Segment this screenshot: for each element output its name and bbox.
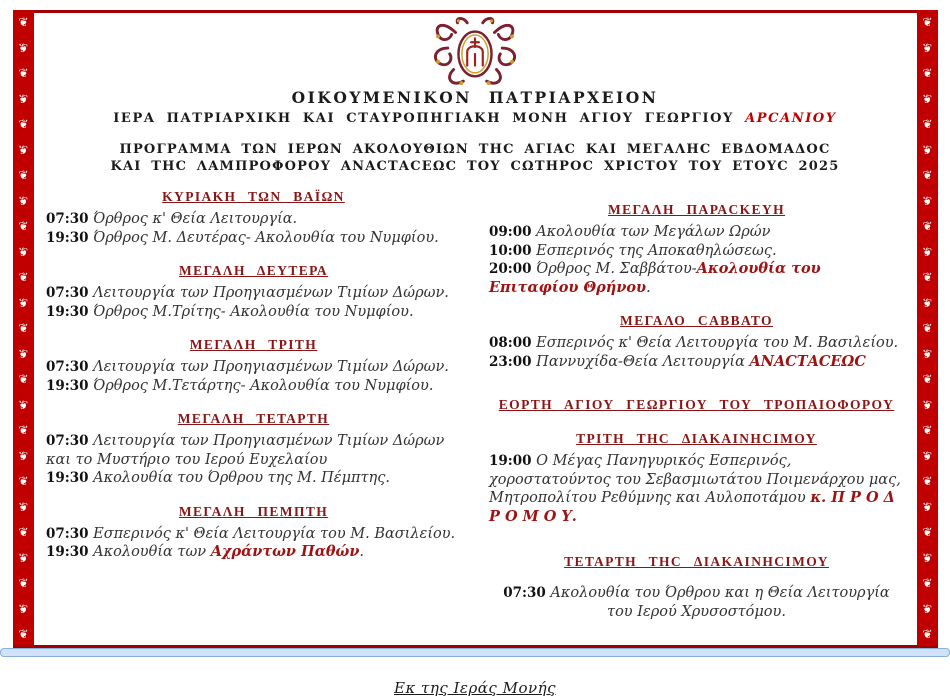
entry-time: 19:30 <box>46 303 89 320</box>
section-heading: ΤΡΙΤΗ ΤΗC ΔΙΑΚΑΙΝΗCΙΜΟΥ <box>576 431 817 446</box>
entry-suffix: . <box>359 544 365 560</box>
section-palm-sunday <box>46 189 461 247</box>
section-heading: ΜΕΓΑΛΗ ΤΕΤΑΡΤΗ <box>177 411 330 426</box>
entry-time: 07:30 <box>46 211 89 227</box>
entry-text: Εσπερινός κ' Θεία Λειτουργία του Μ. Βασιλείου. <box>531 335 899 351</box>
schedule-entry <box>46 432 461 469</box>
entry-time: 07:30 <box>46 285 89 301</box>
entry-time: 10:00 <box>489 242 532 259</box>
entry-time: 09:00 <box>489 224 532 240</box>
entry-text: Λειτουργία των Προηγιασμένων Τιμίων Δώρων. <box>88 359 449 375</box>
entry-text: Όρθρος Μ. Σαββάτου- <box>531 261 697 277</box>
section-heading: ΚΥΡΙΑΚΗ ΤΩΝ ΒΑΪΩΝ <box>162 189 345 204</box>
schedule-entry <box>46 284 461 303</box>
entry-time: 19:30 <box>46 229 89 246</box>
entry-text: Εσπερινός κ' Θεία Λειτουργία του Μ. Βασιλείου. <box>88 525 456 542</box>
page-title: ΟΙΚΟΥΜΕΝΙΚΟΝ ΠΑΤΡΙΑΡΧΕΙΟΝ <box>291 88 659 107</box>
entry-text: Όρθρος Μ.Τετάρτης- Ακολουθία του Νυμφίου. <box>88 377 434 394</box>
entry-text: Ακολουθία των Μεγάλων Ωρών <box>531 224 771 240</box>
program-document <box>46 13 904 697</box>
section-bright-tuesday <box>489 431 904 526</box>
schedule-entry <box>489 260 904 297</box>
entry-text: Ο Μέγας Πανηγυρικός Εσπερινός, χοροστατούντος του Σεβασμιωτάτου Ποιμενάρχου μας, Μητροπολίτου Ρεθύμνης και Αυλοποτάμου <box>489 453 901 506</box>
section-holy-wednesday <box>46 411 461 488</box>
schedule-entry <box>489 353 904 372</box>
monastery-title-red: ΑΡCΑΝΙΟΥ <box>745 111 837 126</box>
schedule-entry <box>46 229 461 248</box>
entry-time: 19:00 <box>489 453 532 469</box>
entry-text: Όρθρος Μ.Τρίτης- Ακολουθία του Νυμφίου. <box>88 303 414 320</box>
entry-suffix: . <box>646 279 651 296</box>
schedule-column-left <box>46 189 461 637</box>
right-border-ornament: ❦ ❦ ❦ ❦ ❦ ❦ ❦ ❦ ❦ ❦ ❦ ❦ ❦ ❦ ❦ ❦ ❦ ❦ ❦ ❦ ❦ ❦ ❦ ❦ ❦ <box>917 10 938 646</box>
schedule-entry <box>46 525 461 544</box>
section-heading: ΜΕΓΑΛΗ ΠΑΡΑCΚΕΥΗ <box>607 202 786 217</box>
section-heading: ΜΕΓΑΛΟ CΑΒΒΑΤΟ <box>620 313 773 328</box>
entry-text: Λειτουργία των Προηγιασμένων Τιμίων Δώρων και το Μυστήριο του Ιερού Ευχελαίου <box>46 433 445 468</box>
schedule-entry <box>46 303 461 322</box>
program-subtitle-line2: ΚΑΙ ΤΗC ΛΑΜΠΡΟΦΟΡΟΥ ΑΝΑCΤΑCΕΩC ΤΟΥ CΩΤΗΡΟC ΧΡΙCΤΟΥ ΤΟΥ ΕΤΟΥC 2025 <box>110 159 840 174</box>
schedule-entry <box>489 242 904 261</box>
monastery-title <box>46 111 904 126</box>
schedule-entry <box>46 210 461 229</box>
section-holy-monday <box>46 263 461 321</box>
closing-signature: Εκ της Ιεράς Μονής <box>394 679 556 697</box>
section-holy-thursday <box>46 504 461 562</box>
schedule-columns <box>46 189 904 637</box>
section-heading: ΜΕΓΑΛΗ ΤΡΙΤΗ <box>189 337 318 352</box>
section-holy-friday <box>489 202 904 297</box>
schedule-entry <box>46 377 461 396</box>
patriarchal-crest-icon <box>425 15 525 87</box>
section-heading: ΜΕΓΑΛΗ ΠΕΜΠΤΗ <box>178 503 329 519</box>
section-holy-tuesday <box>46 337 461 395</box>
entry-time: 07:30 <box>46 433 89 449</box>
schedule-column-right <box>489 189 904 637</box>
entry-text: Ακολουθία των <box>88 544 211 560</box>
entry-highlight: Ακολουθία του Επιταφίου Θρήνου <box>489 260 821 296</box>
left-border-ornament: ❦ ❦ ❦ ❦ ❦ ❦ ❦ ❦ ❦ ❦ ❦ ❦ ❦ ❦ ❦ ❦ ❦ ❦ ❦ ❦ ❦ ❦ ❦ ❦ ❦ <box>13 10 34 646</box>
entry-time: 20:00 <box>489 261 532 277</box>
schedule-entry <box>46 469 461 488</box>
entry-text: Ακολουθία του Όρθρου και η Θεία Λειτουργία του Ιερού Χρυσοστόμου. <box>545 585 890 620</box>
entry-time: 19:30 <box>46 544 89 560</box>
schedule-entry <box>489 452 904 526</box>
entry-text: Παννυχίδα-Θεία Λειτουργία <box>531 353 750 370</box>
entry-time: 23:00 <box>489 353 532 370</box>
section-heading: ΜΕΓΑΛΗ ΔΕΥΤΕΡΑ <box>179 263 328 278</box>
entry-highlight: ΑΝΑCΤΑCΕΩC <box>749 352 866 370</box>
entry-time: 07:30 <box>503 585 546 601</box>
entry-time: 19:30 <box>46 377 89 394</box>
entry-text: Ακολουθία του Όρθρου της Μ. Πέμπτης. <box>88 470 390 486</box>
schedule-entry <box>46 358 461 377</box>
schedule-entry <box>489 584 904 621</box>
section-heading: ΤΕΤΑΡΤΗ ΤΗC ΔΙΑΚΑΙΝΗCΙΜΟΥ <box>564 554 829 569</box>
entry-text: Εσπερινός της Αποκαθηλώσεως. <box>531 242 777 259</box>
program-subtitle-line1: ΠΡΟΓΡΑΜΜΑ ΤΩΝ ΙΕΡΩΝ ΑΚΟΛΟΥΘΙΩΝ ΤΗC ΑΓΙΑC ΚΑΙ ΜΕΓΑΛΗC ΕΒΔΟΜΑΔΟC <box>119 142 831 157</box>
entry-time: 07:30 <box>46 525 89 542</box>
schedule-entry <box>46 543 461 562</box>
schedule-entry <box>489 223 904 242</box>
entry-highlight: Αχράντων Παθών <box>210 543 360 560</box>
section-holy-saturday <box>489 313 904 371</box>
schedule-entry <box>489 334 904 353</box>
entry-text: Όρθρος κ' Θεία Λειτουργία. <box>88 211 298 227</box>
entry-text: Λειτουργία των Προηγιασμένων Τιμίων Δώρων. <box>88 285 449 301</box>
section-bright-wednesday <box>489 554 904 621</box>
entry-time: 07:30 <box>46 359 89 375</box>
entry-text: Όρθρος Μ. Δευτέρας- Ακολουθία του Νυμφίου. <box>88 229 439 246</box>
entry-highlight: κ. Π Ρ Ο Δ Ρ Ο Μ Ο Υ. <box>489 489 895 525</box>
section-heading-feast-st-george: ΕΟΡΤΗ ΑΓΙΟΥ ΓΕΩΡΓΙΟΥ ΤΟΥ ΤΡΟΠΑΙΟΦΟΡΟΥ <box>498 397 895 412</box>
entry-time: 08:00 <box>489 335 532 351</box>
entry-time: 19:30 <box>46 470 89 486</box>
monastery-title-black: ΙΕΡΑ ΠΑΤΡΙΑΡΧΙΚΗ ΚΑΙ CΤΑΥΡΟΠΗΓΙΑΚΗ ΜΟΝΗ ΑΓΙΟΥ ΓΕΩΡΓΙΟΥ <box>113 111 746 126</box>
